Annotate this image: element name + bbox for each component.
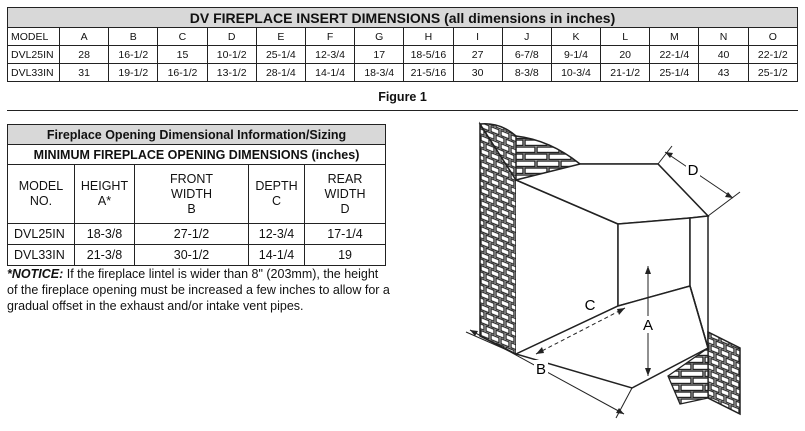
opening-dimensions-table bbox=[7, 124, 386, 266]
insert-dimensions-title: DV FIREPLACE INSERT DIMENSIONS (all dimensions in inches) bbox=[8, 8, 798, 28]
opening-header-line: C bbox=[271, 194, 282, 208]
opening-header-cell bbox=[249, 165, 305, 224]
dimension-cell: 19-1/2 bbox=[109, 64, 158, 82]
dimension-b-label: B bbox=[535, 361, 547, 378]
figure-caption: Figure 1 bbox=[378, 90, 427, 104]
column-header-j: J bbox=[502, 28, 551, 46]
column-header-c: C bbox=[158, 28, 207, 46]
table-row bbox=[8, 46, 798, 64]
column-header-o: O bbox=[748, 28, 797, 46]
insert-dimensions-header-row bbox=[8, 28, 798, 46]
model-cell: DVL25IN bbox=[8, 224, 75, 245]
insert-dimensions-table bbox=[7, 7, 798, 82]
notice-lead: *NOTICE: bbox=[7, 267, 64, 281]
table-row bbox=[8, 64, 798, 82]
dimension-cell: 18-3/4 bbox=[355, 64, 404, 82]
dimension-cell: 16-1/2 bbox=[109, 46, 158, 64]
opening-header-cell bbox=[8, 165, 75, 224]
notice-body: If the fireplace lintel is wider than 8" (203mm), the height of the fireplace opening must be increased a few inches to allow for a gradual offset in the exhaust and/or intake vent pipes. bbox=[7, 267, 390, 313]
dimension-a-label: A bbox=[642, 317, 654, 334]
dimension-cell: 27-1/2 bbox=[135, 224, 249, 245]
opening-table-header-row bbox=[8, 165, 386, 224]
dimension-cell: 8-3/8 bbox=[502, 64, 551, 82]
dimension-c-label: C bbox=[584, 297, 596, 314]
dimension-cell: 27 bbox=[453, 46, 502, 64]
table-row bbox=[8, 245, 386, 266]
model-cell: DVL33IN bbox=[8, 245, 75, 266]
opening-header-line: MODEL bbox=[18, 179, 64, 193]
model-cell: DVL25IN bbox=[8, 46, 60, 64]
dimension-cell: 25-1/2 bbox=[748, 64, 797, 82]
dimension-cell: 25-1/4 bbox=[256, 46, 305, 64]
dimension-cell: 30-1/2 bbox=[135, 245, 249, 266]
opening-header-line: REAR bbox=[327, 171, 363, 186]
dimension-cell: 16-1/2 bbox=[158, 64, 207, 82]
dimension-cell: 21-3/8 bbox=[75, 245, 135, 266]
column-header-l: L bbox=[601, 28, 650, 46]
dimension-cell: 10-3/4 bbox=[551, 64, 600, 82]
column-header-k: K bbox=[551, 28, 600, 46]
dimension-cell: 21-5/16 bbox=[404, 64, 453, 82]
opening-table-title-row bbox=[8, 125, 386, 145]
fireplace-opening-diagram bbox=[440, 118, 800, 428]
opening-table-subtitle-row bbox=[8, 145, 386, 165]
dimension-cell: 9-1/4 bbox=[551, 46, 600, 64]
divider bbox=[7, 110, 798, 111]
opening-header-line: WIDTH bbox=[324, 186, 366, 201]
dimension-cell: 17 bbox=[355, 46, 404, 64]
column-header-m: M bbox=[650, 28, 699, 46]
dimension-cell: 14-1/4 bbox=[249, 245, 305, 266]
opening-header-line: B bbox=[187, 201, 196, 216]
opening-header-line: NO. bbox=[29, 194, 53, 208]
notice-text bbox=[7, 266, 392, 314]
dimension-cell: 31 bbox=[60, 64, 109, 82]
dimension-cell: 12-3/4 bbox=[305, 46, 354, 64]
dimension-cell: 17-1/4 bbox=[305, 224, 386, 245]
dimension-cell: 25-1/4 bbox=[650, 64, 699, 82]
dimension-cell: 21-1/2 bbox=[601, 64, 650, 82]
insert-dimensions-title-row bbox=[8, 8, 798, 28]
dimension-cell: 28 bbox=[60, 46, 109, 64]
column-header-g: G bbox=[355, 28, 404, 46]
dimension-cell: 40 bbox=[699, 46, 748, 64]
table-row bbox=[8, 224, 386, 245]
dimension-cell: 13-1/2 bbox=[207, 64, 256, 82]
column-header-i: I bbox=[453, 28, 502, 46]
opening-header-line: D bbox=[340, 201, 350, 216]
column-header-f: F bbox=[305, 28, 354, 46]
column-header-n: N bbox=[699, 28, 748, 46]
column-header-a: A bbox=[60, 28, 109, 46]
opening-header-line: HEIGHT bbox=[80, 179, 129, 193]
dimension-cell: 22-1/4 bbox=[650, 46, 699, 64]
dimension-cell: 18-5/16 bbox=[404, 46, 453, 64]
dimension-cell: 20 bbox=[601, 46, 650, 64]
dimension-cell: 19 bbox=[305, 245, 386, 266]
dimension-cell: 28-1/4 bbox=[256, 64, 305, 82]
firebox bbox=[516, 164, 708, 388]
column-header-e: E bbox=[256, 28, 305, 46]
dimension-cell: 18-3/8 bbox=[75, 224, 135, 245]
opening-header-cell bbox=[75, 165, 135, 224]
dimension-cell: 6-7/8 bbox=[502, 46, 551, 64]
opening-table-subtitle: MINIMUM FIREPLACE OPENING DIMENSIONS (inches) bbox=[8, 145, 386, 165]
model-cell: DVL33IN bbox=[8, 64, 60, 82]
opening-header-cell bbox=[135, 165, 249, 224]
dimension-cell: 15 bbox=[158, 46, 207, 64]
dimension-cell: 14-1/4 bbox=[305, 64, 354, 82]
column-header-d: D bbox=[207, 28, 256, 46]
dimension-cell: 22-1/2 bbox=[748, 46, 797, 64]
opening-header-line: A* bbox=[97, 194, 112, 208]
opening-header-line: FRONT bbox=[169, 171, 214, 186]
dimension-cell: 12-3/4 bbox=[249, 224, 305, 245]
dimension-cell: 10-1/2 bbox=[207, 46, 256, 64]
dimension-d-label: D bbox=[687, 162, 699, 179]
dimension-cell: 43 bbox=[699, 64, 748, 82]
opening-header-line: WIDTH bbox=[171, 186, 212, 201]
column-header-h: H bbox=[404, 28, 453, 46]
column-header-b: B bbox=[109, 28, 158, 46]
column-header-model: MODEL bbox=[8, 28, 60, 46]
dimension-cell: 30 bbox=[453, 64, 502, 82]
opening-table-title: Fireplace Opening Dimensional Information/Sizing bbox=[8, 125, 386, 145]
opening-header-cell bbox=[305, 165, 386, 224]
opening-header-line: DEPTH bbox=[255, 179, 298, 193]
